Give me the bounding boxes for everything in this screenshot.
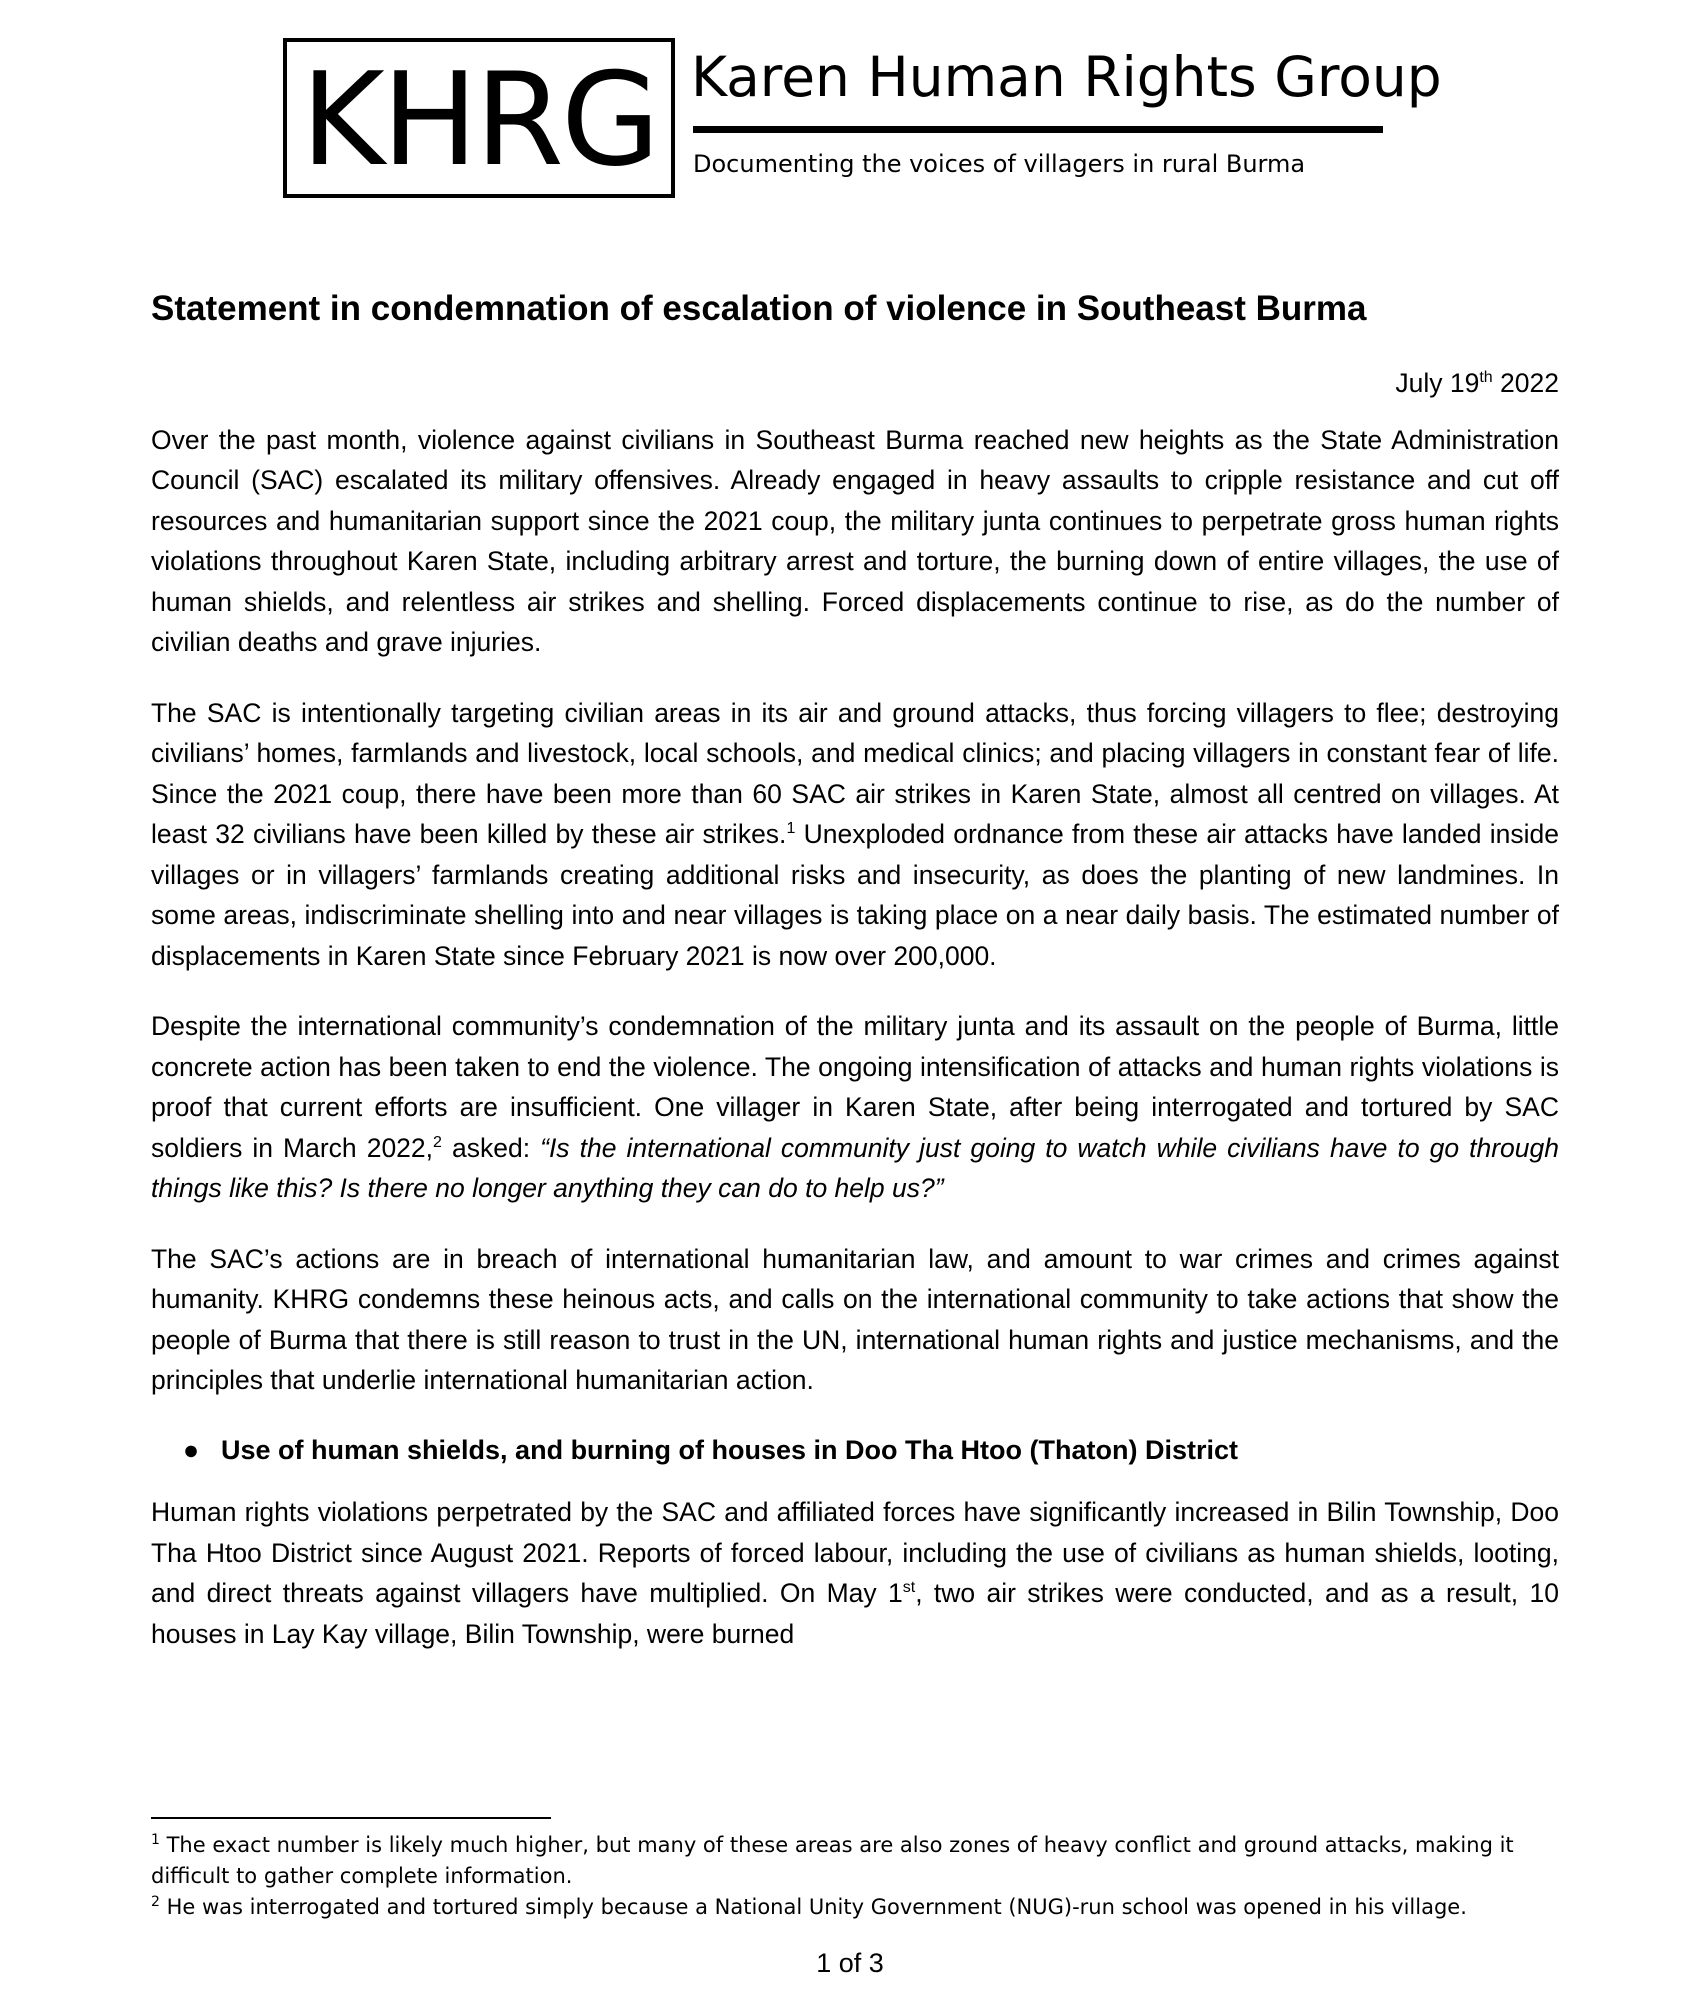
logo-box bbox=[283, 38, 675, 198]
document-title: Statement in condemnation of escalation of violence in Southeast Burma bbox=[151, 289, 1367, 328]
khrg-logo bbox=[283, 38, 1442, 198]
section-heading: Use of human shields, and burning of houses in Doo Tha Htoo (Thaton) District bbox=[221, 1434, 1238, 1465]
organization-name: Karen Human Rights Group bbox=[691, 45, 1442, 109]
section-heading-bullet bbox=[151, 1433, 1559, 1468]
page-number: 1 of 3 bbox=[816, 1948, 884, 1978]
footnote-separator bbox=[151, 1817, 551, 1819]
footnote-1: $^1$ The exact number is likely much higher, but many of these areas are also zones of heavy conflict and ground attacks, making it difficult to gather complete information. bbox=[151, 1832, 1514, 1888]
paragraph-2: The SAC is intentionally targeting civilian areas in its air and ground attacks, thus forcing villagers to flee; destroying civilians’ homes, farmlands and livestock, local schools, and medical clinics; and placing villagers in constant fear of life. Since the 2021 coup, there have been more than 60 SAC air strikes in Karen State, almost all centred on villages. At least 32 civilians have been killed by these air strikes.$^1$ Unexploded ordnance from these air attacks have landed inside villages or in villagers’ farmlands creating additional risks and insecurity, as does the planting of new landmines. In some areas, indiscriminate shelling into and near villages is taking place on a near daily basis. The estimated number of displacements in Karen State since February 2021 is now over 200,000. bbox=[151, 697, 1559, 971]
footnote-2: $^2$ He was interrogated and tortured simply because a National Unity Government (NUG)-run school was opened in his village. bbox=[151, 1894, 1467, 1919]
paragraph-4: The SAC’s actions are in breach of international humanitarian law, and amount to war crimes and crimes against humanity. KHRG condemns these heinous acts, and calls on the international community to take actions that show the people of Burma that there is still reason to trust in the UN, international human rights and justice mechanisms, and the principles that underlie international humanitarian action. bbox=[151, 1243, 1559, 1396]
bullet-icon: ● bbox=[182, 1434, 200, 1465]
villager-quote: “Is the international community just going to watch while civilians have to go through things like this? Is there no longer anything they can do to help us?” bbox=[151, 1132, 1560, 1204]
document-date: July 19th 2022 bbox=[1395, 367, 1559, 398]
footnote-ref-1[interactable]: 1 bbox=[786, 820, 796, 838]
paragraph-3: Despite the international community’s condemnation of the military junta and its assault on the people of Burma, little concrete action has been taken to end the violence. The ongoing intensification of attacks and human rights violations is proof that current efforts are insufficient. One villager in Karen State, after being interrogated and tortured by SAC soldiers in March 2022,$^2$ asked: “Is the international community just going to watch while civilians have to go through things like this? Is there no longer anything they can do to help us?” bbox=[151, 1011, 1560, 1204]
paragraph-5: Human rights violations perpetrated by the SAC and affiliated forces have significantly increased in Bilin Township, Doo Tha Htoo District since August 2021. Reports of forced labour, including the use of civilians as human shields, looting, and direct threats against villagers have multiplied. On May 1st, two air strikes were conducted, and as a result, 10 houses in Lay Kay village, Bilin Township, were burned bbox=[151, 1497, 1559, 1649]
footnote-ref-2[interactable]: 2 bbox=[433, 1134, 442, 1152]
logo-letters: KHRG bbox=[300, 46, 658, 195]
paragraph-1: Over the past month, violence against civilians in Southeast Burma reached new heights as the State Administration Council (SAC) escalated its military offensives. Already engaged in heavy assaults to cripple resistance and cut off resources and humanitarian support since the 2021 coup, the military junta continues to perpetrate gross human rights violations throughout Karen State, including arbitrary arrest and torture, the burning down of entire villages, the use of human shields, and relentless air strikes and shelling. Forced displacements continue to rise, as do the number of civilian deaths and grave injuries. bbox=[151, 424, 1559, 658]
header-rule bbox=[693, 126, 1383, 133]
organization-tagline: Documenting the voices of villagers in rural Burma bbox=[693, 150, 1306, 178]
document-body bbox=[151, 286, 1559, 1654]
footnotes bbox=[151, 1830, 1561, 1923]
